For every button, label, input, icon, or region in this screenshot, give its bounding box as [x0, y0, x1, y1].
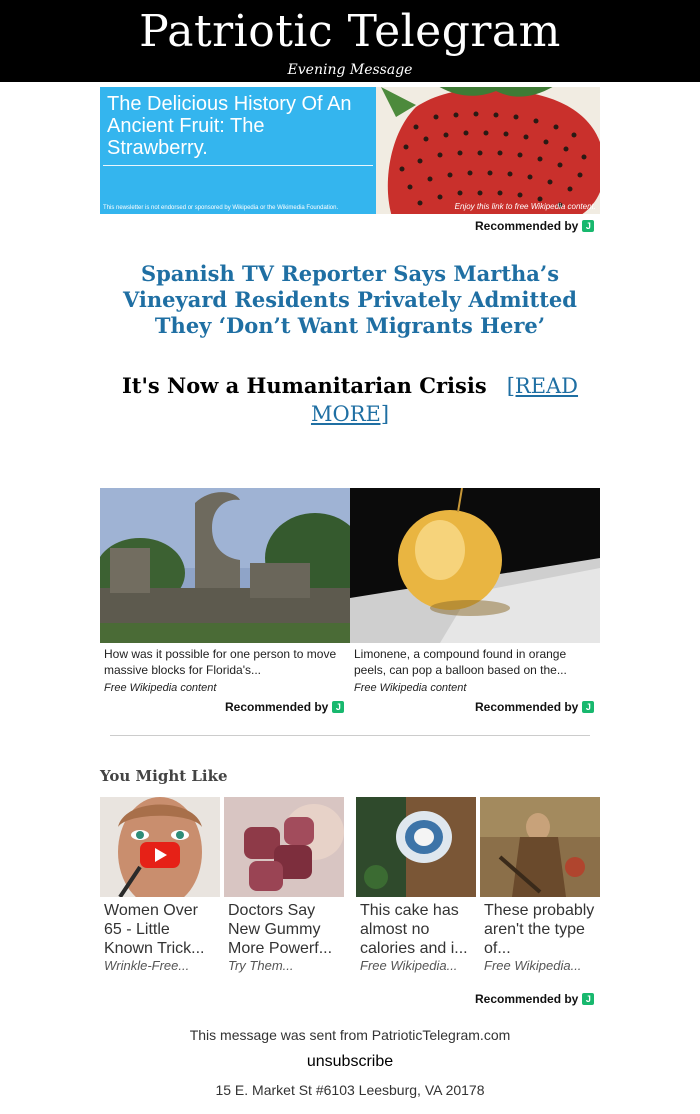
card-title: This cake has almost no calories and i... — [360, 902, 468, 957]
strawberry-image — [376, 87, 600, 214]
sponsored-card[interactable] — [100, 488, 350, 695]
recommended-label: Recommended by — [225, 700, 329, 714]
recommended-by-badge[interactable] — [225, 700, 344, 714]
recommended-by-badge[interactable] — [475, 219, 594, 233]
strawberry-banner-ad[interactable] — [100, 87, 600, 214]
unsubscribe-row — [0, 1053, 700, 1071]
unsubscribe-link[interactable]: unsubscribe — [306, 1053, 394, 1070]
jeeng-logo-icon: J — [332, 701, 344, 713]
jeeng-logo-icon: J — [582, 220, 594, 232]
sponsored-card[interactable] — [350, 488, 600, 695]
recommendation-card[interactable] — [480, 797, 600, 973]
masthead — [0, 0, 700, 82]
recommended-by-badge[interactable] — [475, 992, 594, 1006]
recommended-label: Recommended by — [475, 219, 579, 233]
painting-image — [480, 797, 600, 897]
recommendation-card[interactable] — [224, 797, 344, 973]
card-source: Try Them... — [228, 958, 294, 973]
section-divider — [110, 735, 590, 736]
card-title: Doctors Say New Gummy More Powerf... — [228, 902, 333, 957]
sent-from-notice: This message was sent from PatrioticTelegram.com — [189, 1027, 511, 1043]
recommended-label: Recommended by — [475, 992, 579, 1006]
card-source: Wrinkle-Free... — [104, 958, 190, 973]
recommended-by-badge[interactable] — [475, 700, 594, 714]
woman-face-image — [100, 797, 220, 897]
article-teaser — [100, 372, 600, 428]
jeeng-logo-icon: J — [582, 701, 594, 713]
you-might-like-heading: You Might Like — [100, 767, 228, 785]
banner-text: The Delicious History Of An Ancient Fruit: The Strawberry. — [107, 93, 352, 159]
edition-subtitle: Evening Message — [287, 62, 413, 78]
site-title: Patriotic Telegram — [139, 6, 561, 57]
postal-address: 15 E. Market St #6103 Leesburg, VA 20178 — [215, 1082, 485, 1098]
recommended-label: Recommended by — [475, 700, 579, 714]
teaser-lead: It's Now a Humanitarian Crisis — [121, 373, 487, 398]
card-title: Women Over 65 - Little Known Trick... — [104, 902, 205, 957]
banner-caption: Enjoy this link to free Wikipedia content. — [454, 202, 596, 211]
recommendation-card[interactable] — [100, 797, 220, 973]
card-title: Limonene, a compound found in orange peels, can pop a balloon based on the... — [354, 647, 567, 677]
card-source: Free Wikipedia content — [104, 682, 217, 694]
balloon-image — [350, 488, 600, 643]
jeeng-logo-icon: J — [582, 993, 594, 1005]
gummy-image — [224, 797, 344, 897]
read-more-link[interactable]: [READ MORE] — [310, 374, 579, 426]
cake-image — [356, 797, 476, 897]
banner-rule — [103, 165, 373, 166]
card-source: Free Wikipedia... — [360, 958, 458, 973]
coral-castle-image — [100, 488, 350, 643]
banner-disclaimer: This newsletter is not endorsed or sponsored by Wikipedia or the Wikimedia Foundation. — [103, 205, 339, 211]
recommendation-card[interactable] — [356, 797, 476, 973]
card-title: These probably aren't the type of... — [484, 902, 595, 957]
article-headline[interactable]: Spanish TV Reporter Says Martha’s Vineyard Residents Privately Admitted They ‘Don’t Want Migrants Here’ — [123, 261, 577, 338]
card-source: Free Wikipedia... — [484, 958, 582, 973]
card-source: Free Wikipedia content — [354, 682, 467, 694]
card-title: How was it possible for one person to move massive blocks for Florida's... — [104, 647, 337, 677]
